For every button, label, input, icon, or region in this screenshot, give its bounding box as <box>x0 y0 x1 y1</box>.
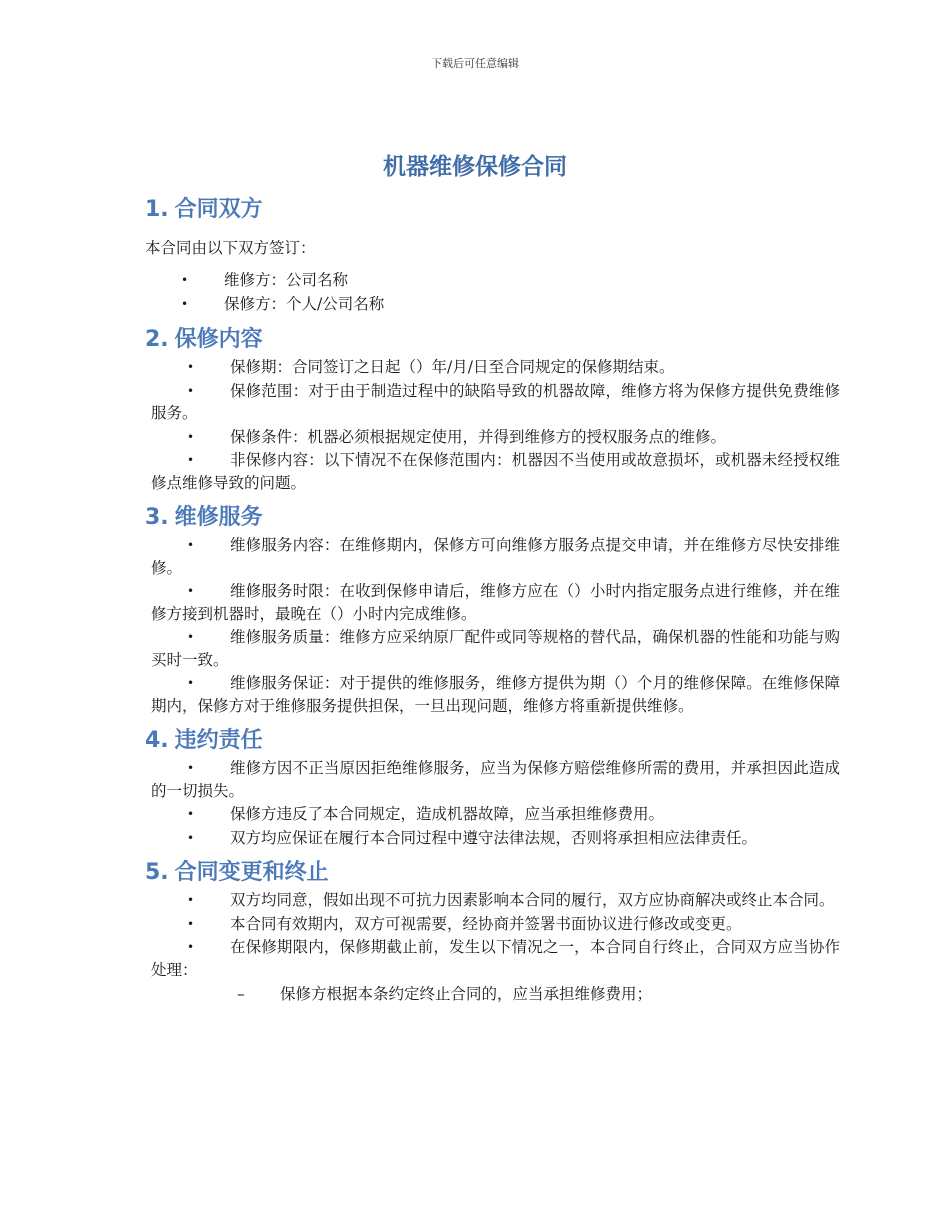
section-liability <box>145 725 840 849</box>
list-item: • 保修条件：机器必须根据规定使用，并得到维修方的授权服务点的维修。 <box>151 426 840 449</box>
list-item: • 维修服务质量：维修方应采纳原厂配件或同等规格的替代品，确保机器的性能和功能与购买时一致。 <box>151 628 840 669</box>
document-title: 机器维修保修合同 <box>383 154 567 180</box>
bullet-icon: • <box>187 538 195 552</box>
bullet-icon: • <box>187 830 195 845</box>
dash-icon: – <box>237 985 245 1003</box>
bullet-icon: • <box>187 429 195 444</box>
list-item: • 保修期：合同签订之日起（）年/月/日至合同规定的保修期结束。 <box>151 356 840 379</box>
section-heading: 4. 违约责任 <box>145 728 263 753</box>
section-repair-service <box>145 502 840 717</box>
list-item: • 非保修内容：以下情况不在保修范围内：机器因不当使用或故意损坏，或机器未经授权维修点维修导致的问题。 <box>151 451 840 492</box>
section-parties <box>145 194 840 316</box>
list-item: • 本合同有效期内，双方可视需要，经协商并签署书面协议进行修改或变更。 <box>151 913 840 936</box>
list-item: • 维修服务保证：对于提供的维修服务，维修方提供为期（）个月的维修保障。在维修保障期内，保修方对于维修服务提供担保，一旦出现问题，维修方将重新提供维修。 <box>151 674 840 715</box>
bullet-icon: • <box>187 630 195 644</box>
bullet-icon: • <box>187 383 195 398</box>
list-item: • 双方均应保证在履行本合同过程中遵守法律法规，否则将承担相应法律责任。 <box>151 827 840 850</box>
bullet-icon: • <box>181 297 189 311</box>
section-heading: 5. 合同变更和终止 <box>145 860 329 885</box>
document-body <box>145 194 840 1014</box>
bullet-icon: • <box>187 584 195 598</box>
sub-list-item: – 保修方根据本条约定终止合同的，应当承担维修费用； <box>145 983 840 1006</box>
bullet-icon: • <box>187 761 195 775</box>
bullet-icon: • <box>187 893 195 907</box>
section-intro: 本合同由以下双方签订： <box>145 239 316 257</box>
bullet-icon: • <box>187 453 195 467</box>
section-warranty-content <box>145 324 840 494</box>
list-item: • 保修范围：对于由于制造过程中的缺陷导致的机器故障，维修方将为保修方提供免费维修服务。 <box>151 381 840 422</box>
bullet-icon: • <box>187 916 195 931</box>
list-item: • 维修方：公司名称 <box>145 268 840 292</box>
list-item: • 保修方：个人/公司名称 <box>145 292 840 316</box>
bullet-icon: • <box>187 940 195 954</box>
parties-list <box>145 268 840 316</box>
bullet-icon: • <box>187 360 195 374</box>
list-item: • 维修服务内容：在维修期内，保修方可向维修方服务点提交申请，并在维修方尽快安排维修。 <box>151 536 840 577</box>
bullet-icon: • <box>181 273 189 287</box>
section-change-termination <box>145 857 840 1006</box>
list-item: • 双方均同意，假如出现不可抗力因素影响本合同的履行，双方应协商解决或终止本合同。 <box>151 889 840 912</box>
header-note: 下载后可任意编辑 <box>431 57 519 70</box>
list-item: • 在保修期限内，保修期截止前，发生以下情况之一，本合同自行终止，合同双方应当协作处理： <box>151 938 840 979</box>
section-heading: 2. 保修内容 <box>145 327 263 352</box>
bullet-icon: • <box>187 676 195 690</box>
section-heading: 3. 维修服务 <box>145 505 263 530</box>
list-item: • 保修方违反了本合同规定，造成机器故障，应当承担维修费用。 <box>151 803 840 826</box>
section-heading: 1. 合同双方 <box>145 197 263 222</box>
list-item: • 维修方因不正当原因拒绝维修服务，应当为保修方赔偿维修所需的费用，并承担因此造成的一切损失。 <box>151 759 840 800</box>
list-item: • 维修服务时限：在收到保修申请后，维修方应在（）小时内指定服务点进行维修，并在维修方接到机器时，最晚在（）小时内完成维修。 <box>151 582 840 623</box>
bullet-icon: • <box>187 807 195 821</box>
